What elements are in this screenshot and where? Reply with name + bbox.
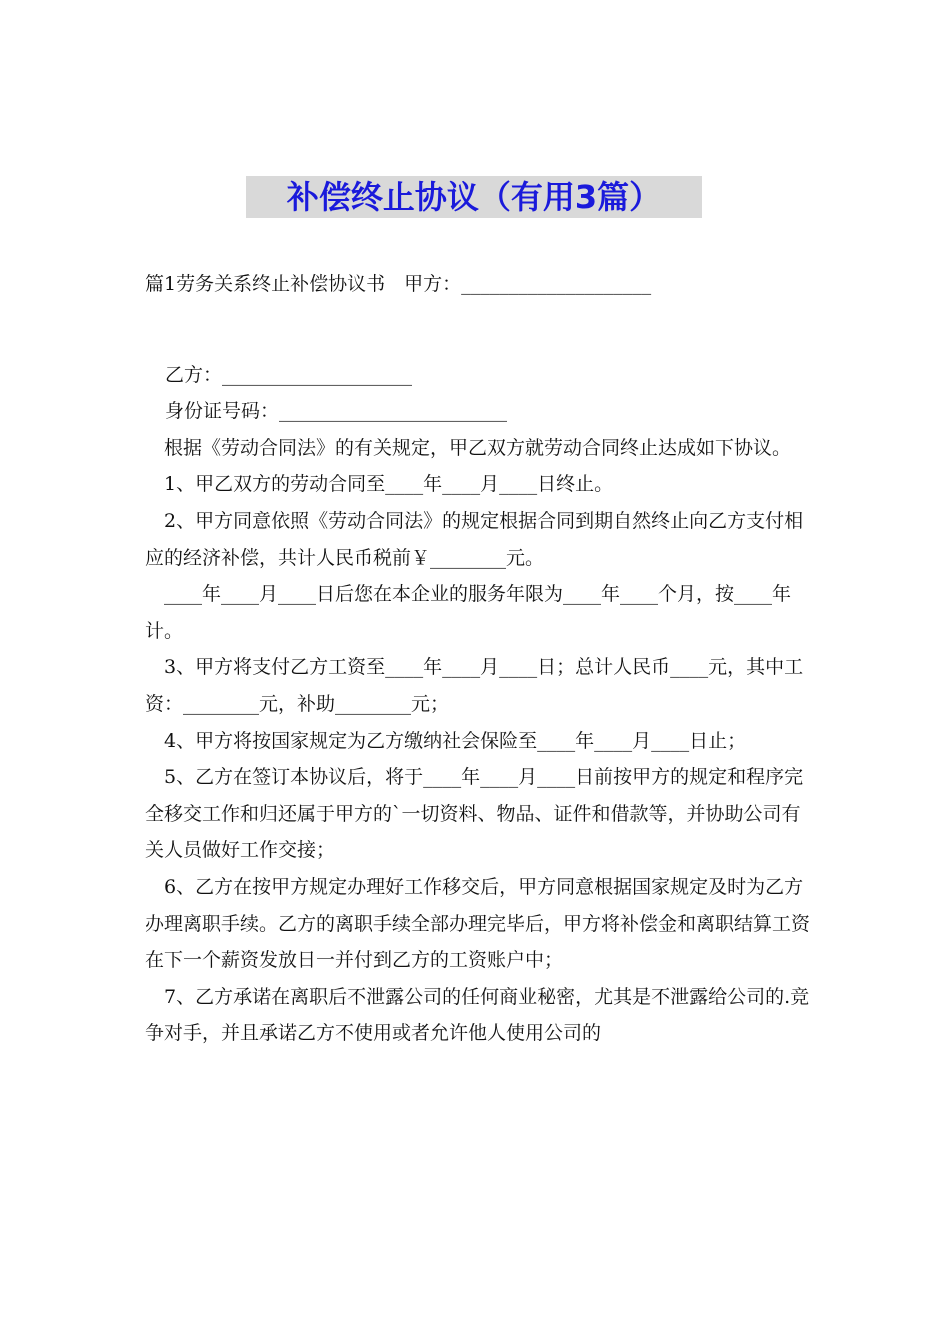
paragraph-heading: 篇1劳务关系终止补偿协议书 甲方：____________________ <box>145 273 652 295</box>
document-title: 补偿终止协议（有用3篇） <box>246 176 702 218</box>
paragraph-clause-6: 6、乙方在按甲方规定办理好工作移交后，甲方同意根据国家规定及时为乙方办理离职手续。乙方的离职手续全部办理完毕后，甲方将补偿金和离职结算工资在下一个薪资发放日一并付到乙方的工资账户中； <box>145 875 811 972</box>
first-line-indent <box>145 437 164 459</box>
paragraph-clause-1: 1、甲乙双方的劳动合同至____年____月____日终止。 <box>164 473 614 496</box>
paragraph-intro: 根据《劳动合同法》的有关规定，甲乙双方就劳动合同终止达成如下协议。 <box>145 430 810 467</box>
paragraph-id-number: 身份证号码：________________________ <box>165 400 508 423</box>
blank-space <box>145 303 810 357</box>
paragraph-service-years: ____年____月____日后您在本企业的服务年限为____年____个月，按____年计。 <box>145 583 792 642</box>
paragraph-party-b: 乙方：____________________ <box>165 363 413 386</box>
paragraph-clause-2: 2、甲方同意依照《劳动合同法》的规定根据合同到期自然终止向乙方支付相应的经济补偿，共计人民币税前￥________元。 <box>145 509 804 569</box>
paragraph-clause-4: 4、甲方将按国家规定为乙方缴纳社会保险至____年____月____日止； <box>164 729 747 752</box>
document-body <box>145 266 810 1052</box>
paragraph-clause-5: 5、乙方在签订本协议后，将于____年____月____日前按甲方的规定和程序完全移交工作和归还属于甲方的`一切资料、物品、证件和借款等，并协助公司有关人员做好工作交接； <box>145 766 804 862</box>
paragraph-clause-3: 3、甲方将支付乙方工资至____年____月____日；总计人民币____元，其中工资：________元，补助________元； <box>145 656 804 715</box>
paragraph-clause-7: 7、乙方承诺在离职后不泄露公司的任何商业秘密，尤其是不泄露给公司的.竞争对手，并且承诺乙方不使用或者允许他人使用公司的 <box>145 985 810 1045</box>
